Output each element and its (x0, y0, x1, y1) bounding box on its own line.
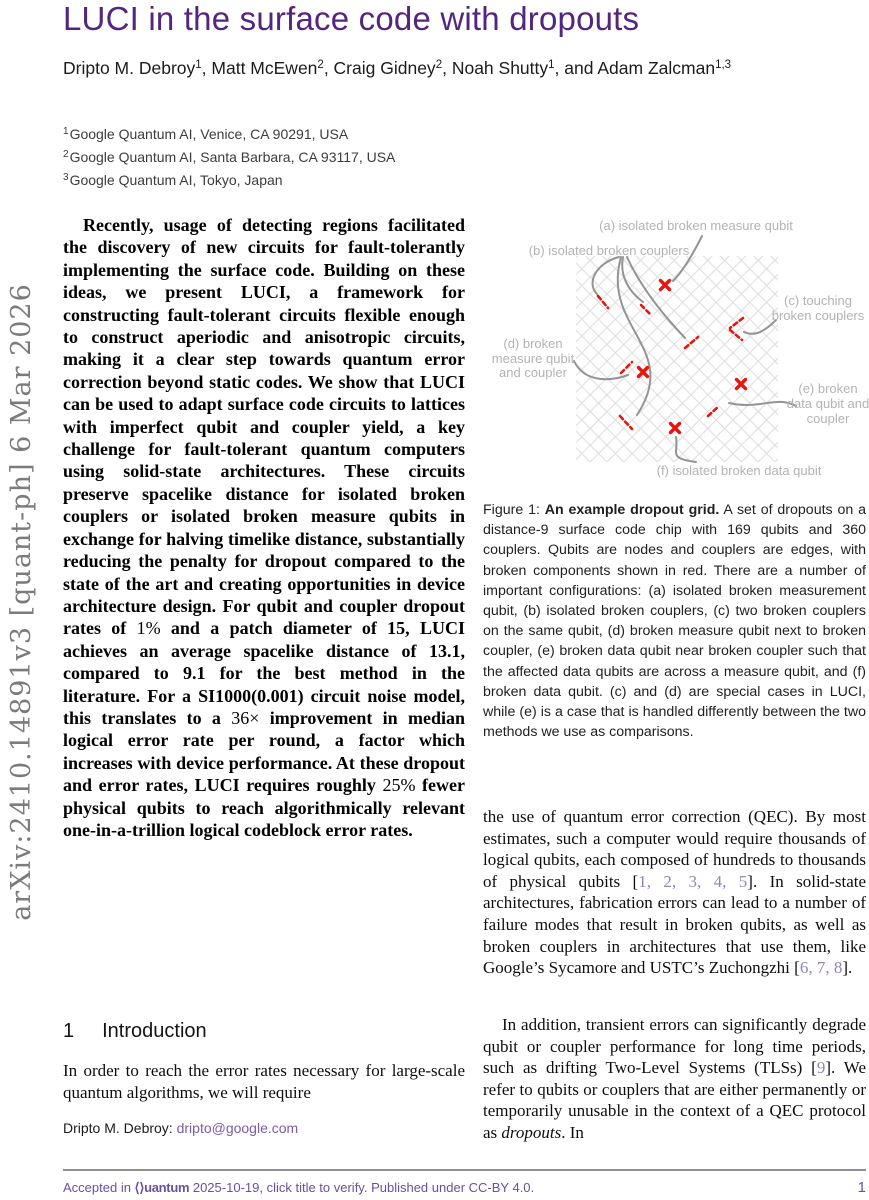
figure-label-b: (b) isolated broken couplers (528, 243, 690, 258)
page-footer (63, 1179, 866, 1196)
affiliation (63, 123, 395, 146)
affiliation-sup: 1 (63, 126, 69, 137)
author-affiliation-sup: 1 (195, 59, 202, 71)
abstract-text: fewer physical qubits to reach algorithmically relevant one-in-a-trillion logical codeblock error rates. (63, 775, 465, 840)
math-inline: 1% (136, 618, 161, 639)
section-title: Introduction (102, 1020, 207, 1042)
affiliation (63, 146, 395, 169)
affiliation-sup: 3 (63, 172, 69, 183)
quantum-journal-logo: ⟨⟩uantum (134, 1180, 190, 1195)
arxiv-watermark: arXiv:2410.14891v3 [quant-ph] 6 Mar 2026 (6, 283, 37, 921)
affiliation-text: Google Quantum AI, Venice, CA 90291, USA (69, 126, 349, 142)
affiliation-list (63, 123, 395, 192)
author (452, 58, 598, 78)
caption-body: A set of dropouts on a distance-9 surface code chip with 169 qubits and 360 couplers. Qubits are nodes and couplers are edges, with broken components shown in red. There are a number of important configurations: (a) isolated broken measurement qubit, (b) isolated broken couplers, (c) two broken couplers on the same qubit, (d) broken measure qubit next to broken coupler, (e) broken data qubit near broken coupler such that the affected data qubits are across a measure qubit, and (f) broken data qubit. (c) and (d) are special cases in LUCI, while (e) is a case that is handled differently between the two methods we use as comparisons. (483, 502, 866, 741)
body-paragraph-1 (483, 806, 866, 979)
acceptance-prefix: Accepted in (63, 1180, 135, 1195)
abstract (63, 214, 465, 841)
figure-1-caption (483, 500, 866, 742)
author-separator: , (201, 58, 212, 78)
citation-link[interactable]: 6, 7, 8 (799, 958, 843, 978)
figure-label-f: (f) isolated broken data qubit (656, 463, 822, 478)
author-name: Dripto M. Debroy (63, 58, 196, 78)
author (597, 58, 731, 78)
author-affiliation-sup: 2 (317, 59, 324, 71)
caption-bold-title: An example dropout grid. (544, 502, 720, 518)
page-number: 1 (857, 1179, 866, 1196)
paragraph-text: . In (561, 1122, 584, 1142)
math-inline: 25% (382, 775, 416, 796)
figure-label-d-line2: measure qubit (491, 351, 575, 366)
author-name: Craig Gidney (333, 58, 436, 78)
affiliation-text: Google Quantum AI, Santa Barbara, CA 93117, USA (69, 149, 396, 165)
figure-label-e-line3: coupler (806, 411, 850, 426)
author (211, 58, 333, 78)
paragraph-text: In addition, transient errors can significantly degrade qubit or coupler performance for long time periods, such as drifting Two-Level Systems (TLSs) [ (483, 1015, 866, 1078)
corresponding-author-footnote (63, 1120, 465, 1136)
figure-label-e-line1: (e) broken (798, 381, 858, 396)
author (63, 58, 211, 78)
author-affiliation-sup: 1 (548, 59, 555, 71)
author-separator: , and (554, 58, 598, 78)
author-affiliation-sup: 1,3 (715, 59, 732, 71)
figure-label-a: (a) isolated broken measure qubit (599, 218, 793, 233)
figure-1-dropout-grid (481, 210, 869, 495)
author-affiliation-sup: 2 (435, 59, 443, 71)
caption-prefix: Figure 1: (483, 502, 545, 518)
paragraph-text: ]. We refer to qubits or couplers that are either permanently or temporarily unusable in the context of a QEC protocol as (483, 1058, 866, 1142)
figure-label-d-line3: and coupler (499, 365, 567, 380)
citation-link[interactable]: 1, 2, 3, 4, 5 (638, 871, 748, 891)
figure-label-c-line1: (c) touching (784, 293, 852, 308)
math-inline: 36× (231, 707, 260, 728)
paragraph-text: ]. In solid-state architectures, fabrication errors can lead to a number of failure modes that result in broken qubits, as well as broken couplers in architectures that use them, like Google’s Sycamore and USTC’s Zuchongzhi [ (483, 871, 867, 978)
acceptance-note-link[interactable] (63, 1180, 534, 1196)
figure-label-e-line2: data qubit and (786, 396, 869, 411)
email-link[interactable]: dripto@google.com (176, 1120, 299, 1136)
section-number: 1 (63, 1020, 75, 1042)
affiliation-sup: 2 (63, 149, 69, 160)
citation-link[interactable]: 9 (816, 1058, 826, 1078)
author-separator: , (323, 58, 334, 78)
acceptance-rest: 2025-10-19, click title to verify. Published under CC-BY 4.0. (189, 1180, 535, 1195)
body-paragraph-2 (483, 1014, 866, 1144)
footer-divider (63, 1169, 866, 1171)
author-line (63, 58, 731, 79)
paper-title[interactable]: LUCI in the surface code with dropouts (63, 0, 640, 37)
affiliation-text: Google Quantum AI, Tokyo, Japan (69, 172, 283, 188)
abstract-text: and a patch diameter of 15, LUCI achieves an average spacelike distance of 13.1, compared to 9.1 for the best method in the literature. For a SI1000(0.001) circuit noise model, this translates to a (63, 618, 465, 728)
figure-label-c-line2: broken couplers (771, 308, 865, 323)
author-name: Noah Shutty (451, 58, 549, 78)
paragraph-text: the use of quantum error correction (QEC). By most estimates, such a computer would require thousands of logical qubits, each composed of hundreds to thousands of physical qubits [ (483, 807, 866, 891)
paragraph-text: ]. (842, 958, 853, 978)
emphasized-term: dropouts (501, 1122, 562, 1142)
author-separator: , (442, 58, 452, 78)
figure-label-d-line1: (d) broken (503, 336, 563, 351)
author-name: Adam Zalcman (597, 58, 716, 78)
abstract-text: improvement in median logical error rate per round, a factor which increases with device performance. At these dropout and error rates, LUCI requires roughly (63, 707, 465, 796)
abstract-text: Recently, usage of detecting regions facilitated the discovery of new circuits for fault-tolerantly implementing the surface code. Building on these ideas, we present LUCI, a framework for constructing fault-tolerant circuits flexible enough to construct aperiodic and anisotropic circuits, making it a clear step towards quantum error correction beyond static codes. We show that LUCI can be used to adapt surface code circuits to lattices with imperfect qubit and coupler yield, a key challenge for fault-tolerant quantum computers using solid-state architectures. These circuits preserve spacelike distance for isolated broken couplers or isolated broken measure qubits in exchange for halving timelike distance, substantially reducing the penalty for dropout compared to the state of the art and creating opportunities in device architecture design. For qubit and coupler dropout rates of (63, 215, 465, 639)
affiliation (63, 169, 395, 192)
author (334, 58, 452, 78)
intro-paragraph: In order to reach the error rates necessary for large-scale quantum algorithms, we will require (63, 1061, 465, 1102)
footnote-name: Dripto M. Debroy: (63, 1120, 177, 1136)
section-heading-introduction (63, 1020, 207, 1043)
author-name: Matt McEwen (211, 58, 318, 78)
